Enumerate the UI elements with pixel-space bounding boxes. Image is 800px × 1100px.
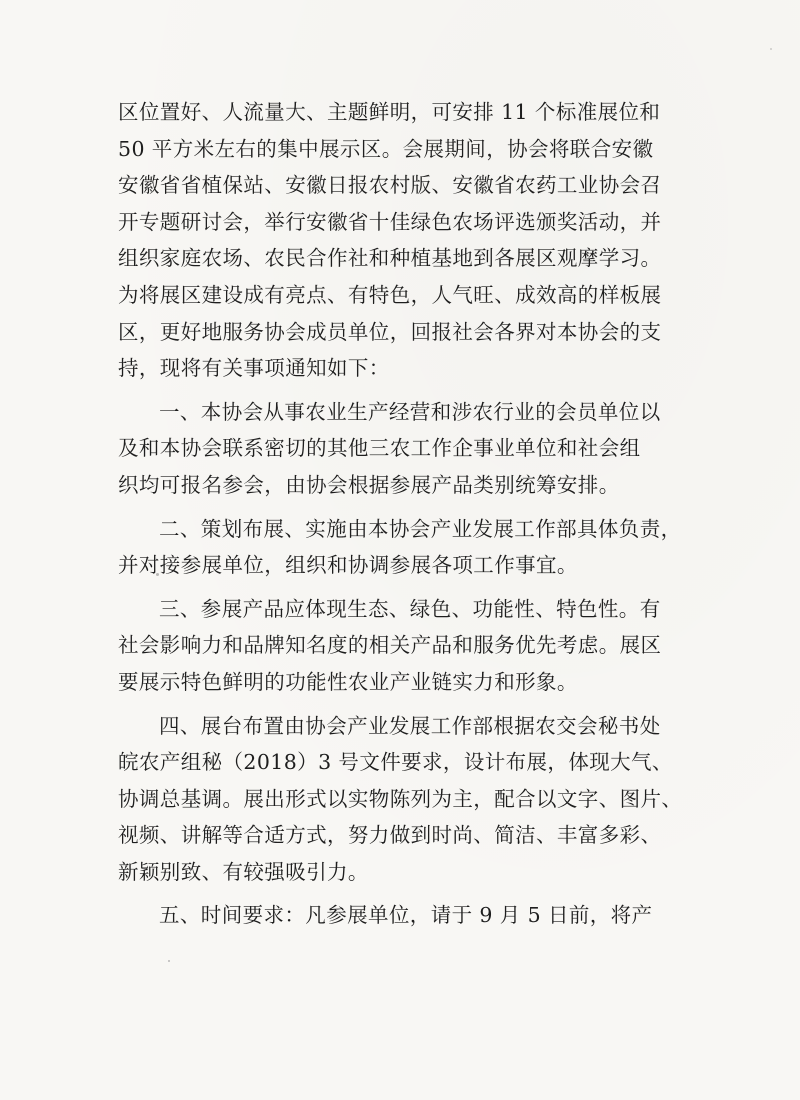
text-line: 二、策划布展、实施由本协会产业发展工作部具体负责， xyxy=(159,516,682,541)
paragraph xyxy=(118,94,698,387)
text-line: 50 平方米左右的集中展示区。会展期间，协会将联合安徽 xyxy=(118,136,654,161)
text-line: 四、展台布置由协会产业发展工作部根据农交会秘书处 xyxy=(159,713,661,738)
document-body xyxy=(118,94,698,934)
text-line: 组织家庭农场、农民合作社和种植基地到各展区观摩学习。 xyxy=(118,246,662,271)
text-line: 为将展区建设成有亮点、有特色，人气旺、成效高的样板展 xyxy=(118,282,662,307)
text-line: 开专题研讨会，举行安徽省十佳绿色农场评选颁奖活动，并 xyxy=(118,209,662,234)
text-line: 持，现将有关事项通知如下： xyxy=(118,356,390,381)
text-line: 并对接参展单位，组织和协调参展各项工作事宜。 xyxy=(118,553,578,578)
text-line: 三、参展产品应体现生态、绿色、功能性、特色性。有 xyxy=(159,596,661,621)
text-line: 协调总基调。展出形式以实物陈列为主，配合以文字、图片、 xyxy=(118,786,683,811)
text-line: 织均可报名参会，由协会根据参展产品类别统筹安排。 xyxy=(118,472,620,497)
scan-speck xyxy=(168,960,170,962)
text-line: 一、本协会从事农业生产经营和涉农行业的会员单位以 xyxy=(159,399,661,424)
paragraph-gap xyxy=(118,387,698,394)
text-line: 五、时间要求：凡参展单位，请于 9 月 5 日前，将产 xyxy=(159,903,653,928)
paragraph-gap xyxy=(118,701,698,708)
text-line: 视频、讲解等合适方式，努力做到时尚、简洁、丰富多彩、 xyxy=(118,823,662,848)
text-line: 安徽省省植保站、安徽日报农村版、安徽省农药工业协会召 xyxy=(118,173,662,198)
text-line: 要展示特色鲜明的功能性农业产业链实力和形象。 xyxy=(118,669,578,694)
paragraph xyxy=(118,394,698,504)
text-line: 区位置好、人流量大、主题鲜明，可安排 11 个标准展位和 xyxy=(118,100,661,124)
paragraph xyxy=(118,511,698,584)
paragraph xyxy=(118,591,698,701)
paragraph-gap xyxy=(118,890,698,897)
paragraph xyxy=(118,708,698,891)
text-line: 新颖别致、有较强吸引力。 xyxy=(118,859,369,884)
paragraph xyxy=(118,897,698,934)
text-line: 区，更好地服务协会成员单位，回报社会各界对本协会的支 xyxy=(118,319,662,344)
paragraph-gap xyxy=(118,504,698,511)
text-line: 皖农产组秘（2018）3 号文件要求，设计布展，体现大气、 xyxy=(118,750,673,775)
scan-speck xyxy=(770,48,772,50)
text-line: 及和本协会联系密切的其他三农工作企事业单位和社会组 xyxy=(118,436,641,461)
text-line: 社会影响力和品牌知名度的相关产品和服务优先考虑。展区 xyxy=(118,633,662,658)
paragraph-gap xyxy=(118,584,698,591)
